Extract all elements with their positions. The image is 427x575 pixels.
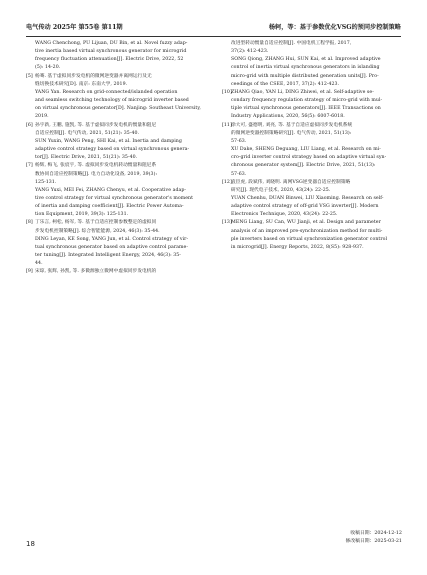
reference-number: [11]: [222, 122, 232, 128]
reference-line: and seamless switching technology of microgrid inverter based: [35, 98, 189, 104]
reference-line: MENG Liang, SU Can, WU Jianji, et al. Design and parameter: [231, 220, 381, 226]
header-rule: [26, 36, 401, 37]
reference-line: 杨辉, 梅飞, 张宸宇, 等. 虚拟同步发电机转动惯量和阻尼系: [35, 163, 157, 169]
reference-line: 37(2): 412-423.: [231, 49, 269, 55]
reference-line: Industry Applications, 2020, 56(5): 6007-6018.: [231, 114, 345, 120]
reference-line: 徐大可, 盛德明, 刘亮, 等. 基于自适应虚拟同步发电机系统: [231, 122, 353, 128]
reference-entry: [222, 40, 402, 89]
reference-number: [10]: [222, 89, 232, 95]
article-running-title: 杨轲，等：基于参数优化VSG的预同步控制策略: [268, 24, 401, 31]
reference-line: 57-63.: [231, 171, 247, 177]
reference-line: ZHANG Qiao, YAN Li, DING Zhiwei, et al. Self-adaptive se-: [231, 89, 374, 95]
reference-line: adaptive control strategy of off-grid VSG inverter[J]. Modern: [231, 204, 379, 210]
reference-line: 杨骞. 基于虚拟同步发电机的微网逆变器并离网运行及无: [35, 73, 152, 79]
reference-line: SONG Qiong, ZHANG Hui, SUN Kai, et al. Improved adaptive: [231, 57, 381, 63]
reference-line: tive control strategy for virtual synchronous generator's moment: [35, 195, 194, 201]
reference-line: tiple virtual synchronous generators[J]. IEEE Transactions on: [231, 106, 381, 112]
reference-line: 自适应控制[J]. 电气传动, 2021, 51(21): 35-40.: [35, 130, 140, 136]
reference-line: YUAN Chenhu, DUAN Binwei, LIU Xiaoming. Research on self-: [231, 195, 384, 201]
reference-entry: [26, 219, 204, 268]
running-header: [26, 22, 401, 34]
reference-number: [12]: [222, 179, 232, 185]
reference-line: adaptive control strategy based on virtual synchronous genera-: [35, 147, 190, 153]
reference-line: tor[J]. Electric Drive, 2021, 51(21): 35-40.: [35, 155, 138, 161]
reference-line: YANG Yuxi, MEI Fei, ZHANG Chenyu, et al. Cooperative adap-: [35, 187, 187, 193]
reference-entry: [222, 219, 402, 252]
reference-line: condary frequency regulation strategy of micro-grid with mul-: [231, 98, 383, 104]
reference-line: control of inertia virtual synchronous generators in islanding: [231, 65, 380, 71]
reference-line: 步发电机控制策略[J]. 综合智能能源, 2024, 46(3): 35-44.: [35, 228, 160, 234]
reference-number: [5]: [26, 73, 33, 79]
reference-line: ple inverters based on virtual synchronization generator control: [231, 236, 388, 242]
reference-line: in microgrid[J]. Energy Reports, 2022, 8(S5): 928-937.: [231, 244, 364, 250]
reference-number: [8]: [26, 220, 33, 226]
reference-line: 的微网逆变器控制策略研究[J]. 电气传动, 2021, 51(13):: [231, 130, 352, 136]
reference-line: YANG Yan. Research on grid-connected/islanded operation: [35, 89, 178, 95]
reference-line: ter tuning[J]. Integrated Intelligent Energy, 2024, 46(3): 35-: [35, 253, 181, 259]
reference-line: 数协同自适应控制策略[J]. 电力自动化设备, 2019, 39(3):: [35, 171, 158, 177]
reference-line: tive inertia based virtual synchronous generator for microgrid: [35, 49, 187, 55]
reference-line: frequency fluctuation attenuation[J]. Electric Drive, 2022, 52: [35, 57, 184, 63]
reference-line: 57-63.: [231, 138, 247, 144]
reference-entry: [26, 162, 204, 219]
reference-line: cro-grid inverter control strategy based on adaptive virtual syn-: [231, 155, 387, 161]
reference-line: chronous generator system[J]. Electric Drive, 2021, 51(13):: [231, 163, 376, 169]
reference-line: (5): 14-20.: [35, 65, 61, 71]
reference-line: 孙宇新, 王鹏, 施凯, 等. 基于虚拟同步发电机的惯量和阻尼: [35, 122, 157, 128]
reference-entry: [26, 268, 204, 276]
reference-line: WANG Chenchong, PU Lijuan, DU Bin, et al. Novel fuzzy adap-: [35, 41, 188, 46]
reference-number: [7]: [26, 163, 33, 169]
reference-line: 研究[J]. 现代电子技术, 2020, 43(24): 22-25.: [231, 187, 331, 193]
reference-line: tual synchronous generator based on adaptive control parame-: [35, 244, 188, 250]
reference-line: on virtual synchronous generator[D]. Nanjing: Southeast University,: [35, 106, 201, 112]
references-left-column: [26, 40, 204, 277]
page-number: 18: [26, 540, 35, 548]
reference-line: SUN Yuxin, WANG Peng, SHI Kai, et al. Inertia and damping: [35, 138, 182, 144]
reference-line: 125-131.: [35, 179, 57, 185]
reference-line: XU Dake, SHENG Deguang, LIU Liang, et al. Research on mi-: [231, 147, 381, 153]
journal-info: 电气传动 2025年 第55卷 第11期: [26, 24, 123, 31]
article-dates: [222, 530, 402, 546]
references-right-column: [222, 40, 402, 252]
reference-number: [6]: [26, 122, 33, 128]
reference-line: ceedings of the CSEE, 2017, 37(2): 412-423.: [231, 81, 340, 87]
reference-line: 丁乐言, 柯松, 杨军, 等. 基于自适应控制参数整定的虚拟同: [35, 220, 157, 226]
reference-line: DING Leyan, KE Song, YANG Jun, et al. Control strategy of vir-: [35, 236, 189, 242]
reference-entry: [26, 40, 204, 73]
revised-date: 修改稿日期：2025-03-21: [345, 539, 402, 544]
reference-line: 改进型转动惯量自适应控制[J]. 中国电机工程学报, 2017,: [231, 41, 352, 46]
reference-entry: [222, 122, 402, 179]
reference-line: 袁臣虎, 段斌伟, 刘晓明. 离网VSG逆变器自适应控制策略: [231, 179, 351, 185]
reference-line: 宋琼, 张辉, 孙凯, 等. 多微源独立微网中虚拟同步发电机的: [35, 269, 157, 275]
reference-entry: [26, 122, 204, 163]
reference-line: Electronics Technique, 2020, 43(24): 22-25.: [231, 212, 338, 218]
reference-entry: [222, 179, 402, 220]
reference-line: 2019.: [35, 114, 49, 120]
reference-line: analysis of an improved pre-synchronization method for multi-: [231, 228, 383, 234]
reference-line: 44.: [35, 261, 43, 267]
reference-line: of inertia and damping coefficient[J]. Electric Power Automa-: [35, 204, 184, 210]
reference-line: micro-grid with multiple distributed generation units[J]. Pro-: [231, 73, 379, 79]
reference-number: [9]: [26, 269, 33, 275]
reference-line: tion Equipment, 2019, 39(3): 125-131.: [35, 212, 129, 218]
reference-number: [13]: [222, 220, 232, 226]
reference-line: 缝切换技术研究[D]. 南京: 东南大学, 2019.: [35, 81, 128, 87]
reference-entry: [222, 89, 402, 122]
received-date: 收稿日期：2024-12-12: [350, 531, 402, 536]
reference-entry: [26, 73, 204, 122]
